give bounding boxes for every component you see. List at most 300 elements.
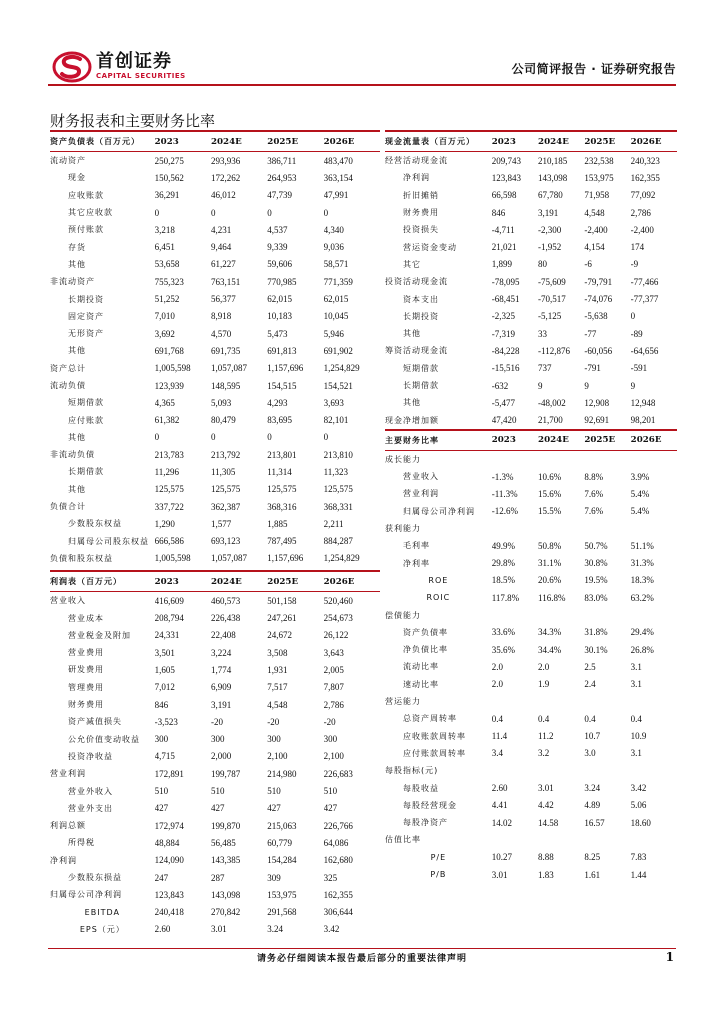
table-row xyxy=(50,817,380,834)
financial-ratios-table xyxy=(385,429,677,883)
table-row xyxy=(50,377,380,394)
value-cell: -2,300 xyxy=(538,224,562,235)
value-cell: 30.8% xyxy=(584,558,608,569)
value-cell: 214,980 xyxy=(267,768,297,779)
row-label: 长期借款 xyxy=(403,381,439,390)
table-row xyxy=(50,533,380,550)
row-label: 每股经营现金 xyxy=(403,800,457,810)
ratios-header-row xyxy=(385,430,677,451)
table-row xyxy=(385,728,677,745)
table-row xyxy=(50,360,380,377)
ratios-year-header: 2026E xyxy=(631,430,677,451)
value-cell: 51.1% xyxy=(630,540,654,551)
row-label: 营业收入 xyxy=(403,472,439,482)
value-cell: -20 xyxy=(210,716,223,727)
value-cell: 264,953 xyxy=(267,172,297,183)
value-cell: -112,876 xyxy=(538,345,570,356)
value-cell: 153,975 xyxy=(267,889,297,900)
row-label: 管理费用 xyxy=(68,682,104,692)
value-cell: 0.4 xyxy=(584,713,596,724)
value-cell: 18.60 xyxy=(630,817,651,828)
row-label: 流动负债 xyxy=(50,381,86,390)
table-row xyxy=(50,498,380,515)
value-cell: 10.9 xyxy=(630,731,647,742)
table-row xyxy=(385,866,677,883)
value-cell: 209,743 xyxy=(491,155,521,166)
value-cell: -5,125 xyxy=(538,311,562,322)
value-cell: 62,015 xyxy=(267,294,293,305)
table-row xyxy=(385,468,677,485)
table-row xyxy=(50,273,380,290)
value-cell: 787,495 xyxy=(267,536,297,547)
value-cell: 174 xyxy=(630,242,645,253)
logo-english-name: CAPITAL SECURITIES xyxy=(96,72,186,80)
table-row xyxy=(50,852,380,869)
value-cell: 22,408 xyxy=(210,630,236,641)
value-cell: -70,517 xyxy=(538,294,566,305)
value-cell: 4,537 xyxy=(267,224,288,235)
table-row xyxy=(385,377,677,394)
value-cell: 77,092 xyxy=(630,190,656,201)
value-cell: 368,331 xyxy=(323,501,353,512)
table-row xyxy=(385,394,677,411)
table-row xyxy=(50,550,380,567)
value-cell: 5.06 xyxy=(630,800,647,811)
value-cell: 510 xyxy=(210,786,225,797)
value-cell xyxy=(631,831,677,848)
value-cell: 162,355 xyxy=(630,172,660,183)
value-cell: 208,794 xyxy=(154,613,184,624)
table-row xyxy=(50,411,380,428)
value-cell: 755,323 xyxy=(154,276,184,287)
table-row xyxy=(385,658,677,675)
table-row xyxy=(385,169,677,186)
table-row xyxy=(50,187,380,204)
table-row xyxy=(385,572,677,589)
value-cell: 4,154 xyxy=(584,242,605,253)
table-row xyxy=(50,204,380,221)
table-row xyxy=(385,624,677,641)
table-row xyxy=(50,238,380,255)
value-cell: 7,517 xyxy=(267,682,288,693)
value-cell: 8.8% xyxy=(584,471,604,482)
row-label: 净利润 xyxy=(403,173,430,183)
table-row xyxy=(385,325,677,342)
value-cell: 24,331 xyxy=(154,630,180,641)
value-cell: 2.0 xyxy=(538,661,550,672)
value-cell: 162,355 xyxy=(323,889,353,900)
value-cell: 2,005 xyxy=(323,664,344,675)
row-label: 营业费用 xyxy=(68,648,104,658)
logo-chinese-name: 首创证券 xyxy=(96,51,172,72)
value-cell: 427 xyxy=(154,803,169,814)
income-year-header: 2025E xyxy=(267,571,323,592)
value-cell: 143,098 xyxy=(538,172,568,183)
value-cell: 0 xyxy=(210,432,216,443)
value-cell: 210,185 xyxy=(538,155,568,166)
table-row xyxy=(385,606,677,623)
value-cell: 10,045 xyxy=(323,311,349,322)
income-year-header: 2023 xyxy=(155,571,211,592)
row-label: 归属母公司净利润 xyxy=(50,890,122,900)
table-row xyxy=(385,641,677,658)
table-row xyxy=(50,748,380,765)
value-cell: 51,252 xyxy=(154,294,180,305)
value-cell: 35.6% xyxy=(491,644,515,655)
value-cell: 3.01 xyxy=(491,869,508,880)
value-cell: -1.3% xyxy=(491,471,514,482)
income-statement-table xyxy=(50,570,380,938)
value-cell: 3.9% xyxy=(630,471,650,482)
value-cell: 1,254,829 xyxy=(323,363,360,374)
table-row xyxy=(50,515,380,532)
value-cell: 1,157,696 xyxy=(267,363,304,374)
value-cell xyxy=(584,450,630,468)
value-cell: -9 xyxy=(630,259,639,270)
table-row xyxy=(385,814,677,831)
value-cell: 5.4% xyxy=(630,506,650,517)
value-cell xyxy=(538,606,584,623)
value-cell: 8,918 xyxy=(210,311,232,322)
row-label: 财务费用 xyxy=(403,208,439,218)
value-cell: 199,870 xyxy=(210,820,241,831)
cashflow-year-header: 2025E xyxy=(584,131,630,152)
row-label: 少数股东损益 xyxy=(68,873,122,883)
table-row xyxy=(50,325,380,342)
row-label: 营业成本 xyxy=(68,613,104,623)
balance-year-header: 2026E xyxy=(324,131,380,152)
row-label: 营业利润 xyxy=(50,769,86,779)
value-cell: 5,946 xyxy=(323,328,344,339)
value-cell: 213,801 xyxy=(267,449,297,460)
value-cell: 0 xyxy=(210,207,216,218)
value-cell: 24,672 xyxy=(267,630,293,641)
value-cell: 1.61 xyxy=(584,869,601,880)
value-cell: 386,711 xyxy=(267,155,297,166)
value-cell xyxy=(631,693,677,710)
row-label: 短期借款 xyxy=(403,363,439,373)
value-cell: 36,291 xyxy=(154,190,180,201)
value-cell: 10,183 xyxy=(267,311,293,322)
balance-year-header: 2023 xyxy=(155,131,211,152)
row-label: 利润总额 xyxy=(50,821,86,831)
value-cell: 3.1 xyxy=(630,679,642,690)
value-cell: 16.57 xyxy=(584,817,605,828)
value-cell: 62,015 xyxy=(323,294,349,305)
value-cell: 154,284 xyxy=(267,855,297,866)
value-cell: 4.89 xyxy=(584,800,601,811)
value-cell: 363,154 xyxy=(323,172,353,183)
value-cell: -2,400 xyxy=(584,224,608,235)
value-cell: 125,575 xyxy=(154,484,184,495)
row-label: 筹资活动现金流 xyxy=(385,346,448,356)
value-cell: 3.24 xyxy=(584,783,601,794)
value-cell: 9 xyxy=(630,380,636,391)
value-cell: -3,523 xyxy=(154,716,178,727)
row-label: 每股收益 xyxy=(403,783,439,793)
value-cell: 31.1% xyxy=(538,558,562,569)
value-cell: -1,952 xyxy=(538,242,562,253)
table-row xyxy=(50,903,380,920)
table-row xyxy=(50,463,380,480)
value-cell: -632 xyxy=(491,380,509,391)
table-row xyxy=(385,676,677,693)
row-label: 短期借款 xyxy=(68,398,104,408)
table-row xyxy=(385,221,677,238)
value-cell: 291,568 xyxy=(267,907,297,918)
value-cell: 125,575 xyxy=(210,484,241,495)
value-cell: 67,780 xyxy=(538,190,563,201)
row-label: 无形资产 xyxy=(68,329,104,339)
value-cell: 3.4 xyxy=(491,748,503,759)
row-label: EBITDA xyxy=(84,907,120,917)
row-label: 净负债比率 xyxy=(403,645,448,655)
value-cell: 691,735 xyxy=(210,345,241,356)
value-cell: 325 xyxy=(323,872,338,883)
value-cell: 0 xyxy=(267,432,272,443)
value-cell: 7,807 xyxy=(323,682,344,693)
table-row xyxy=(50,765,380,782)
row-label: 偿债能力 xyxy=(385,610,421,620)
value-cell: 1,931 xyxy=(267,664,288,675)
row-label: P/E xyxy=(430,852,447,862)
value-cell: 46,012 xyxy=(210,190,236,201)
table-row xyxy=(385,555,677,572)
row-label: 总资产周转率 xyxy=(403,714,457,724)
capital-securities-logo-icon xyxy=(52,50,92,84)
income-header-row xyxy=(50,571,380,592)
value-cell: 1,157,696 xyxy=(267,553,304,564)
value-cell: 172,974 xyxy=(154,820,184,831)
company-logo xyxy=(52,50,186,84)
value-cell: 884,287 xyxy=(323,536,353,547)
value-cell: 1,005,598 xyxy=(154,363,191,374)
balance-header-row xyxy=(50,131,380,152)
value-cell: 31.3% xyxy=(630,558,654,569)
row-label: 应付账款 xyxy=(68,415,104,425)
ratios-year-header: 2025E xyxy=(584,430,630,451)
value-cell: 125,575 xyxy=(267,484,297,495)
value-cell: 427 xyxy=(323,803,338,814)
value-cell: 98,201 xyxy=(630,415,656,426)
row-label: 其他 xyxy=(403,329,421,339)
value-cell: -48,002 xyxy=(538,397,566,408)
value-cell: -12.6% xyxy=(491,506,518,517)
value-cell xyxy=(631,520,677,537)
cashflow-header-row xyxy=(385,131,677,152)
table-row xyxy=(50,627,380,644)
table-row xyxy=(50,679,380,696)
value-cell: 300 xyxy=(154,734,169,745)
value-cell: 691,768 xyxy=(154,345,184,356)
value-cell: 61,227 xyxy=(210,259,236,270)
footer-rule xyxy=(48,948,676,949)
row-label: 固定资产 xyxy=(68,311,104,321)
left-column xyxy=(50,130,380,938)
value-cell: 9 xyxy=(538,380,543,391)
row-label: 净利率 xyxy=(403,558,430,568)
table-row xyxy=(50,800,380,817)
value-cell: 1,605 xyxy=(154,664,175,675)
value-cell: 2,211 xyxy=(323,518,344,529)
value-cell: -60,056 xyxy=(584,345,613,356)
value-cell: 7.6% xyxy=(584,506,604,517)
value-cell xyxy=(492,520,538,537)
value-cell: 143,098 xyxy=(210,889,241,900)
value-cell: -20 xyxy=(267,716,280,727)
value-cell: -77,377 xyxy=(630,294,659,305)
value-cell: -4,711 xyxy=(491,224,515,235)
value-cell: 4,548 xyxy=(267,699,288,710)
row-label: ROE xyxy=(428,575,449,585)
value-cell xyxy=(492,606,538,623)
table-row xyxy=(50,342,380,359)
value-cell: 15.6% xyxy=(538,488,562,499)
value-cell: 11,305 xyxy=(210,466,236,477)
value-cell: 58,571 xyxy=(323,259,349,270)
value-cell: 250,275 xyxy=(154,155,184,166)
row-label: 其它应收款 xyxy=(68,208,113,218)
value-cell: 2.0 xyxy=(491,661,503,672)
row-label: 投资活动现金流 xyxy=(385,277,448,287)
value-cell: 240,323 xyxy=(630,155,660,166)
value-cell: 2,100 xyxy=(323,751,344,762)
row-label: 营业税金及附加 xyxy=(68,630,131,640)
table-row xyxy=(385,204,677,221)
value-cell: -6 xyxy=(584,259,592,270)
income-year-header: 2024E xyxy=(211,571,267,592)
table-row xyxy=(385,308,677,325)
row-label: 长期投资 xyxy=(403,311,439,321)
value-cell: 9,339 xyxy=(267,242,288,253)
value-cell: 1,254,829 xyxy=(323,553,360,564)
value-cell: 125,575 xyxy=(323,484,353,495)
value-cell: 1,577 xyxy=(210,518,232,529)
value-cell: 59,606 xyxy=(267,259,293,270)
value-cell: 143,385 xyxy=(210,855,241,866)
value-cell: 0.4 xyxy=(538,713,550,724)
value-cell: 10.6% xyxy=(538,471,562,482)
value-cell: 3,218 xyxy=(154,224,175,235)
row-label: 其它 xyxy=(403,259,421,269)
table-row xyxy=(50,256,380,273)
table-row xyxy=(50,782,380,799)
report-type: 公司简评报告 · 证券研究报告 xyxy=(511,62,676,76)
value-cell xyxy=(492,762,538,779)
table-row xyxy=(50,592,380,610)
value-cell: 226,766 xyxy=(323,820,353,831)
value-cell: 172,262 xyxy=(210,172,241,183)
value-cell: 4,570 xyxy=(210,328,232,339)
row-label: 应收账款 xyxy=(68,190,104,200)
value-cell: 124,090 xyxy=(154,855,184,866)
row-label: 其他 xyxy=(68,259,86,269)
value-cell: 21,700 xyxy=(538,415,563,426)
row-label: 投资净收益 xyxy=(68,751,113,761)
value-cell: 49.9% xyxy=(491,540,515,551)
value-cell: -78,095 xyxy=(491,276,520,287)
row-label: 营业利润 xyxy=(403,489,439,499)
value-cell: 14.58 xyxy=(538,817,559,828)
row-label: 非流动负债 xyxy=(50,450,95,460)
value-cell xyxy=(584,520,630,537)
cashflow-year-header: 2026E xyxy=(631,131,677,152)
table-row xyxy=(385,520,677,537)
row-label: 应收账款周转率 xyxy=(403,731,466,741)
value-cell: 56,485 xyxy=(210,837,236,848)
value-cell: 80 xyxy=(538,259,548,270)
value-cell xyxy=(492,693,538,710)
value-cell: 416,609 xyxy=(154,595,184,606)
value-cell xyxy=(631,762,677,779)
row-label: 财务费用 xyxy=(68,700,104,710)
value-cell: -79,791 xyxy=(584,276,613,287)
value-cell xyxy=(584,831,630,848)
value-cell: 287 xyxy=(210,872,225,883)
value-cell: 0 xyxy=(323,432,329,443)
value-cell xyxy=(584,693,630,710)
value-cell: 92,691 xyxy=(584,415,610,426)
value-cell: 3,501 xyxy=(154,647,175,658)
value-cell: 199,787 xyxy=(210,768,241,779)
row-label: 归属母公司股东权益 xyxy=(68,536,149,546)
value-cell: 337,722 xyxy=(154,501,184,512)
value-cell: 4.42 xyxy=(538,800,554,811)
value-cell: 18.3% xyxy=(630,575,654,586)
table-row xyxy=(50,696,380,713)
value-cell: 1,774 xyxy=(210,664,232,675)
cashflow-year-header: 2024E xyxy=(538,131,584,152)
value-cell: 11,323 xyxy=(323,466,349,477)
value-cell: 154,521 xyxy=(323,380,353,391)
table-row xyxy=(385,745,677,762)
income-year-header: 2026E xyxy=(324,571,380,592)
value-cell: 7,012 xyxy=(154,682,175,693)
value-cell xyxy=(492,831,538,848)
value-cell: 150,562 xyxy=(154,172,184,183)
value-cell: 306,644 xyxy=(323,907,353,918)
table-row xyxy=(385,290,677,307)
value-cell xyxy=(538,831,584,848)
value-cell: 247,261 xyxy=(267,613,297,624)
value-cell: -74,076 xyxy=(584,294,613,305)
value-cell: 691,902 xyxy=(323,345,353,356)
value-cell: -84,228 xyxy=(491,345,520,356)
value-cell: 3.2 xyxy=(538,748,550,759)
value-cell: 3,643 xyxy=(323,647,344,658)
value-cell: 117.8% xyxy=(491,592,520,603)
value-cell: 2.5 xyxy=(584,661,596,672)
row-label: 研发费用 xyxy=(68,665,104,675)
value-cell: 1.83 xyxy=(538,869,554,880)
right-column xyxy=(385,130,677,883)
balance-year-header: 2024E xyxy=(211,131,267,152)
table-row xyxy=(50,869,380,886)
value-cell: 1,057,087 xyxy=(210,363,247,374)
value-cell: 47,420 xyxy=(491,415,517,426)
table-row xyxy=(385,360,677,377)
table-row xyxy=(385,537,677,554)
row-label: 净利润 xyxy=(50,855,77,865)
value-cell: 213,810 xyxy=(323,449,353,460)
value-cell: 33.6% xyxy=(491,627,515,638)
cashflow-title: 现金流量表（百万元） xyxy=(385,131,492,152)
value-cell: 2,786 xyxy=(630,207,651,218)
row-label: ROIC xyxy=(426,593,451,603)
value-cell: 11.4 xyxy=(491,731,508,742)
header-rule xyxy=(48,84,676,86)
value-cell: 0 xyxy=(267,207,272,218)
